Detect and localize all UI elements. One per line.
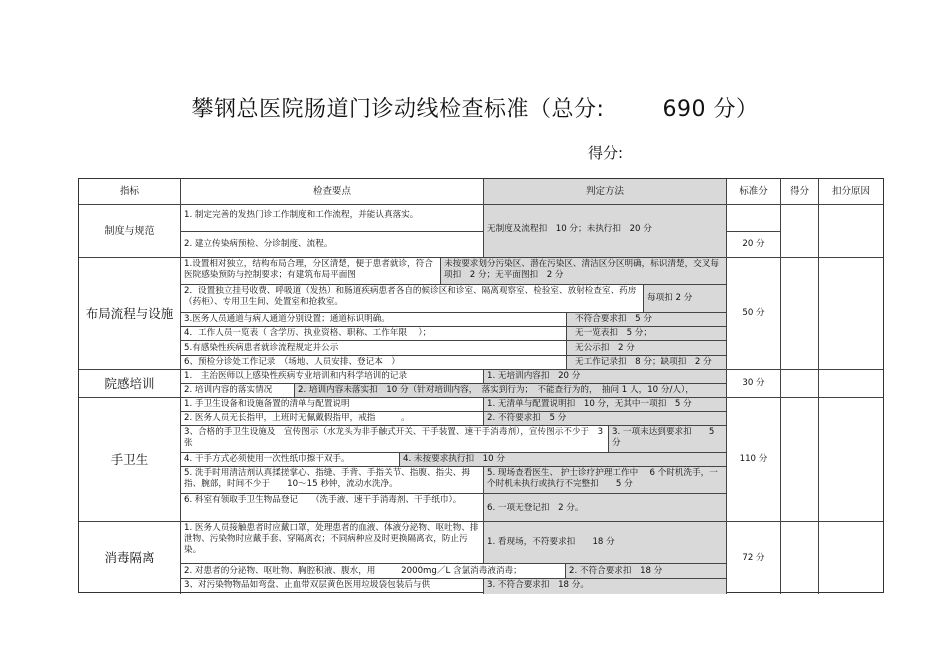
point-5-1: 1. 医务人员接触患者时应戴口罩，处理患者的血液、体液分泌物、呕吐物、排泄物、污染物时应戴手套、穿隔离衣；不同病种应及时更换隔离衣，防止污染。 — [181, 522, 484, 564]
point-2-4: 4．工作人员一览表（ 含学历、执业资格、职称、工作年限 ）； — [181, 327, 567, 341]
method-3-1: 1. 无培训内容扣 20 分 — [484, 370, 727, 384]
inspection-table — [78, 178, 884, 593]
std-5: 72 分 — [727, 522, 781, 594]
method-2-6: 无工作记录扣 8 分；缺项扣 2 分 — [567, 356, 727, 370]
method-5-1: 1. 看现场，不符要求扣 18 分 — [484, 522, 727, 564]
std-3: 30 分 — [727, 370, 781, 398]
point-1-1: 1. 制定完善的发热门诊工作制度和工作流程，并能认真落实。 — [181, 205, 484, 232]
method-4-1: 1. 无清单与配置说明扣 10 分，无其中一项扣 5 分 — [484, 398, 727, 412]
point-4-1: 1. 手卫生设备和设施备置的清单与配置说明 — [181, 398, 484, 412]
std-2: 50 分 — [727, 258, 781, 370]
std-4: 110 分 — [727, 398, 781, 522]
score-label: 得分: — [588, 144, 624, 162]
score-1 — [781, 205, 819, 258]
point-2-3: 3.医务人员通道与病人通道分别设置；通道标识明确。 — [181, 313, 567, 327]
method-4-2: 2. 不符要求扣 5 分 — [484, 412, 727, 426]
point-2-5: 5.有感染性疾病患者就诊流程规定并公示 — [181, 341, 567, 356]
reason-1 — [819, 205, 883, 258]
header-points: 检查要点 — [181, 179, 484, 205]
section-name-disinfection: 消毒隔离 — [79, 522, 181, 594]
std-1-blank — [727, 205, 781, 232]
method-3-2: 2. 培训内容未落实扣 10 分（针对培训内容， 落实到行为； 不能查行为的， 抽问 1 人，10 分/人）， — [295, 384, 727, 398]
method-2-2: 每项扣 2 分 — [644, 285, 727, 313]
point-4-2: 2. 医务人员无长指甲，上班时无佩戴假指甲，戒指 。 — [181, 412, 484, 426]
method-4-6: 6. 一项无登记扣 2 分。 — [484, 494, 727, 522]
score-2 — [781, 258, 819, 370]
reason-4 — [819, 398, 883, 522]
reason-3 — [819, 370, 883, 398]
header-standard: 标准分 — [727, 179, 781, 205]
header-score: 得分 — [781, 179, 819, 205]
point-5-2: 2. 对患者的分泌物、呕吐物、胸腔积液、腹水，用 2000mg／L 含氯消毒液消毒； — [181, 564, 566, 579]
point-3-2: 2. 培训内容的落实情况 — [181, 384, 295, 398]
point-3-1: 1. 主治医师以上感染性疾病专业培训和内科学培训的记录 — [181, 370, 484, 384]
section-name-regulations: 制度与规范 — [79, 205, 181, 258]
point-4-4: 4. 干手方式必须使用一次性纸巾擦干双手。 — [181, 453, 400, 467]
method-4-5: 5. 现场查看医生、 护士诊疗护理工作中 6 个时机洗手，一个时机未执行或执行不完整扣 5 分 — [484, 467, 727, 494]
point-1-2: 2. 建立传染病预检、分诊制度、流程。 — [181, 232, 484, 258]
point-2-2: 2．设置独立挂号收费、呼吸道（发热）和肠道疾病患者各自的候诊区和诊室、隔离观察室、检验室、放射检查室、药房（药柜）、专用卫生间、处置室和抢救室。 — [181, 285, 644, 313]
point-4-6: 6. 科室有领取手卫生物品登记 （洗手液、速干手消毒剂、干手纸巾）。 — [181, 494, 484, 522]
section-name-training: 院感培训 — [79, 370, 181, 398]
score-4 — [781, 398, 819, 522]
section-name-hand-hygiene: 手卫生 — [79, 398, 181, 522]
method-2-4: 无一览表扣 5 分； — [567, 327, 727, 341]
method-4-4: 4. 未按要求执行扣 10 分 — [400, 453, 727, 467]
header-indicator: 指标 — [79, 179, 181, 205]
point-2-1: 1.设置相对独立，结构布局合理，分区清楚，便于患者就诊，符合医院感染预防与控制要求；有建筑布局平面图 — [181, 258, 441, 285]
method-2-1: 未按要求划分污染区、潜在污染区、清洁区分区明确，标识清楚，交叉每项扣 2 分；无平面图扣 2 分 — [441, 258, 727, 285]
page-title: 攀钢总医院肠道门诊动线检查标准（总分: 690 分） — [191, 97, 759, 122]
section-name-layout: 布局流程与设施 — [79, 258, 181, 370]
method-2-5: 无公示扣 2 分 — [567, 341, 727, 356]
method-2-3: 不符合要求扣 5 分 — [567, 313, 727, 327]
score-5 — [781, 522, 819, 594]
score-3 — [781, 370, 819, 398]
reason-5 — [819, 522, 883, 594]
method-5-2: 2. 不符合要求扣 18 分 — [566, 564, 727, 579]
point-2-6: 6、预检分诊处工作记录 （场地、人员安排、登记本 ） — [181, 356, 567, 370]
reason-2 — [819, 258, 883, 370]
point-5-3: 3、对污染物物品如弯盘、止血带双层黄色医用垃圾袋包装后与供 — [181, 579, 484, 594]
method-5-3: 3. 不符合要求扣 18 分。 — [484, 579, 727, 594]
point-4-5: 5. 洗手时用清洁剂认真揉搓掌心、指缝、手背、手指关节、指腹、指尖、拇指、腕部，时间不少于 10～15 秒钟，流动水洗净。 — [181, 467, 484, 494]
std-1: 20 分 — [727, 232, 781, 258]
method-4-3: 3. 一项未达到要求扣 5 分 — [609, 426, 727, 453]
method-1: 无制度及流程扣 10 分；未执行扣 20 分 — [484, 205, 727, 258]
header-reason: 扣分原因 — [819, 179, 883, 205]
point-4-3: 3、合格的手卫生设施及 宣传图示（水龙头为非手触式开关、干手装置、速干手消毒剂），宣传图示不少于 3 张 — [181, 426, 609, 453]
header-method: 判定方法 — [484, 179, 727, 205]
